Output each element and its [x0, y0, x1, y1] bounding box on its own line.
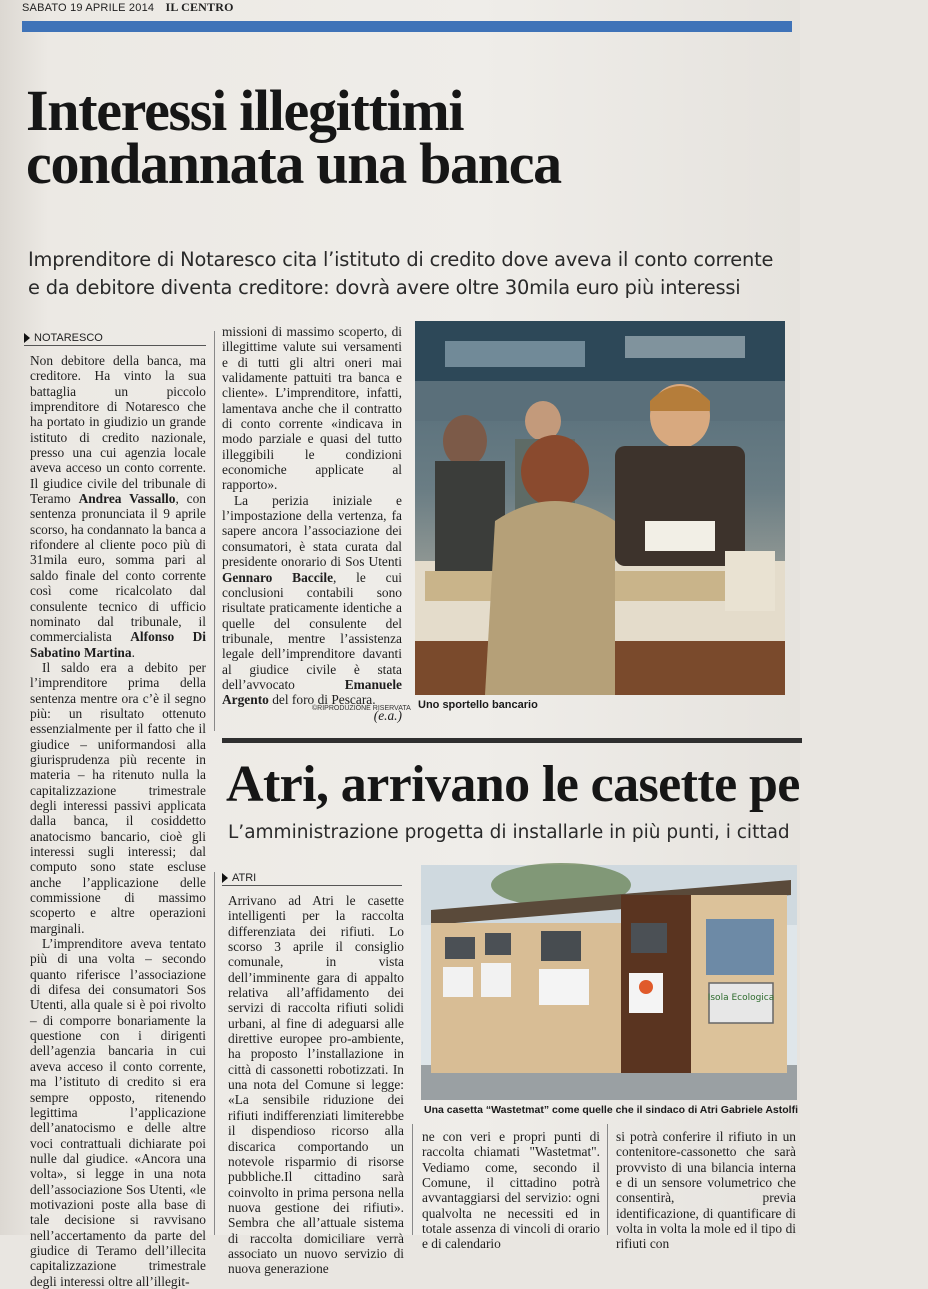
text-run: , con sentenza pronunciata il 9 aprile scorso, ha condannato la banca a rifondere al cliente poco più di 31mila euro, somma pari al saldo finale del conto corrente così come ricalcolato dal consulente tecnico di ufficio nominato dal tribunale, il commercialista — [30, 491, 206, 645]
kiosk-sign-text: Isola Ecologica — [707, 993, 775, 1003]
photo1-caption: Uno sportello bancario — [418, 699, 538, 711]
text-run: del foro di Pescara. — [268, 692, 376, 708]
text-run: La perizia iniziale e l’impostazione della vertenza, fa sapere ancora l’associazione dei consumatori, è stata curata dal presidente onorario di Sos Utenti — [222, 492, 402, 570]
column-rule — [412, 1124, 413, 1235]
article1-column-1 — [30, 353, 206, 1289]
paragraph: missioni di massimo scoperto, di illegittime valute sui versamenti e di tutti gli altri oneri mai validamente pattuiti tra banca e cliente». L’imprenditore, infatti, lamentava anche che il contratto di conto corrente «indicava in modo parziale e quasi del tutto illeggibili le condizioni economiche applicate al rapporto». — [222, 324, 402, 493]
kicker-atri — [222, 871, 402, 886]
wastetmat-kiosk-photo — [421, 865, 797, 1100]
signature: (e.a.) — [373, 707, 402, 723]
section-separator — [222, 738, 802, 743]
president-name: Gennaro Baccile — [222, 569, 334, 585]
bank-counter-photo — [415, 321, 785, 695]
photo2-caption: Una casetta “Wastetmat” come quelle che il sindaco di Atri Gabriele Astolfi — [424, 1104, 799, 1116]
deck-line-2: e da debitore diventa creditore: dovrà avere oltre 30mila euro più interessi — [28, 276, 741, 299]
accent-bar — [22, 21, 792, 32]
headline-line-1: Interessi illegittimi — [26, 78, 464, 143]
kicker-notaresco — [24, 331, 206, 346]
running-head — [22, 0, 234, 16]
paragraph: L’imprenditore aveva tentato più di una volta – secondo quanto riferisce l’associazione di difesa dei consumatori Sos Utenti, alla quale si è poi rivolto – di comporre bonariamente la questione con i dirigenti dell’agenzia bancaria in cui aveva acceso il conto corrente, ma l’istituto di credito si era sempre opposto, ritenendo legittima l’applicazione dell’anatocismo e delle altre voci contrattuali dichiarate poi nulle dal giudice. «Ancora una volta», si legge in una nota dell’associazione Sos Utenti, «le motivazioni poste alla base di tale decisione si ravvisano nell’accertamento da parte del giudice di Teramo dell’illecita capitalizzazione trimestrale degli interessi oltre all’illegit- — [30, 936, 206, 1289]
running-head-date: SABATO 19 APRILE 2014 — [22, 2, 155, 14]
kicker-arrow-icon — [222, 873, 228, 883]
copyright-note: ©RIPRODUZIONE RISERVATA — [312, 705, 411, 712]
column-rule — [214, 331, 215, 731]
kicker-label: NOTARESCO — [34, 332, 103, 344]
text-run: . — [131, 644, 135, 660]
paragraph: si potrà conferire il rifiuto in un contenitore-cassonetto che sarà provvisto di una bilancia interna e di un sensore volumetrico che consentirà, previa identificazione, di quantificare di volta in volta la mole ed il tipo di rifiuti con — [616, 1129, 796, 1252]
article1-deck — [28, 246, 798, 302]
lawyer-name: Emanuele Argento — [222, 676, 402, 708]
kiosk-illustration — [421, 865, 797, 1100]
paragraph — [30, 353, 206, 660]
bank-counter-illustration — [415, 321, 785, 695]
text-run: Non debitore della banca, ma creditore. Ha vinto la sua battaglia un piccolo imprenditore di Notaresco che ha portato in giudizio un grande istituto di credito nazionale, presso una cui agenzia locale aveva acceso un conto corrente. Il giudice civile del tribunale di Teramo — [30, 353, 206, 507]
column-rule — [214, 872, 215, 1235]
judge-name: Andrea Vassallo — [78, 491, 176, 507]
column-rule — [607, 1124, 608, 1235]
deck-line-1: Imprenditore di Notaresco cita l’istituto di credito dove aveva il conto corrente — [28, 248, 774, 271]
article1-headline — [26, 78, 786, 196]
paragraph: Il saldo era a debito per l’imprenditore prima della sentenza mentre ora c’è il segno più: un risultato ottenuto essenzialmente per il fatto che il giudice – uniformandosi alla giurisprudenza più recente in materia – ha ritenuto nulla la capitalizzazione trimestrale degli interessi passivi applicata dalla banca, il cosiddetto anatocismo bancario, cioè gli interessi sugli interessi; dal computo sono state escluse anche l’applicazione delle commissione di massimo scoperto e altre operazioni marginali. — [30, 659, 206, 936]
running-head-paper: IL CENTRO — [165, 0, 234, 14]
article2-column-1 — [228, 893, 404, 1277]
kicker-label: ATRI — [232, 872, 257, 884]
paragraph: Arrivano ad Atri le casette intelligenti per la raccolta differenziata dei rifiuti. Lo scorso 3 aprile il consiglio comunale, in vista dell’imminente gara di appalto relativa all’affidamento dei servizi di raccolta rifiuti solidi urbani, al fine di adeguarsi alle direttive europee pro-ambiente, ha proposto l’installazione in città di cassonetti robotizzati. In una nota del Comune si legge: «La sensibile riduzione dei rifiuti indifferenziati limiterebbe il dispendioso ricorso alla discarica comportando un notevole risparmio di risorse pubbliche.Il cittadino sarà coinvolto in prima persona nella nuova gestione dei rifiuti». Sembra che all’attuale sistema di raccolta domiciliare verrà associato un nuovo servizio di nuova generazione — [228, 893, 404, 1277]
kicker-arrow-icon — [24, 333, 30, 343]
article2-column-2 — [422, 1129, 600, 1252]
headline-line-2: condannata una banca — [26, 131, 561, 196]
consultant-name: Alfonso Di Sabatino Martina — [30, 629, 206, 660]
article2-column-3 — [616, 1129, 796, 1252]
article2-headline: Atri, arrivano le casette pe — [226, 756, 800, 813]
article2-deck: L’amministrazione progetta di installarle in più punti, i cittad — [228, 822, 790, 843]
paragraph: ne con veri e propri punti di raccolta chiamati "Wastetmat". Vediamo come, secondo il Comune, il cittadino potrà avvantaggiarsi del servizio: ogni qualvolta ne necessiti ed in totale assenza di vincoli di orario e di calendario — [422, 1129, 600, 1252]
text-run: , le cui conclusioni contabili sono risultate praticamente identiche a quelle del consulente del tribunale, mentre l’assistenza legale dell’imprenditore davanti al giudice civile è stata dell’avvocato — [222, 569, 402, 692]
paragraph — [222, 493, 402, 708]
